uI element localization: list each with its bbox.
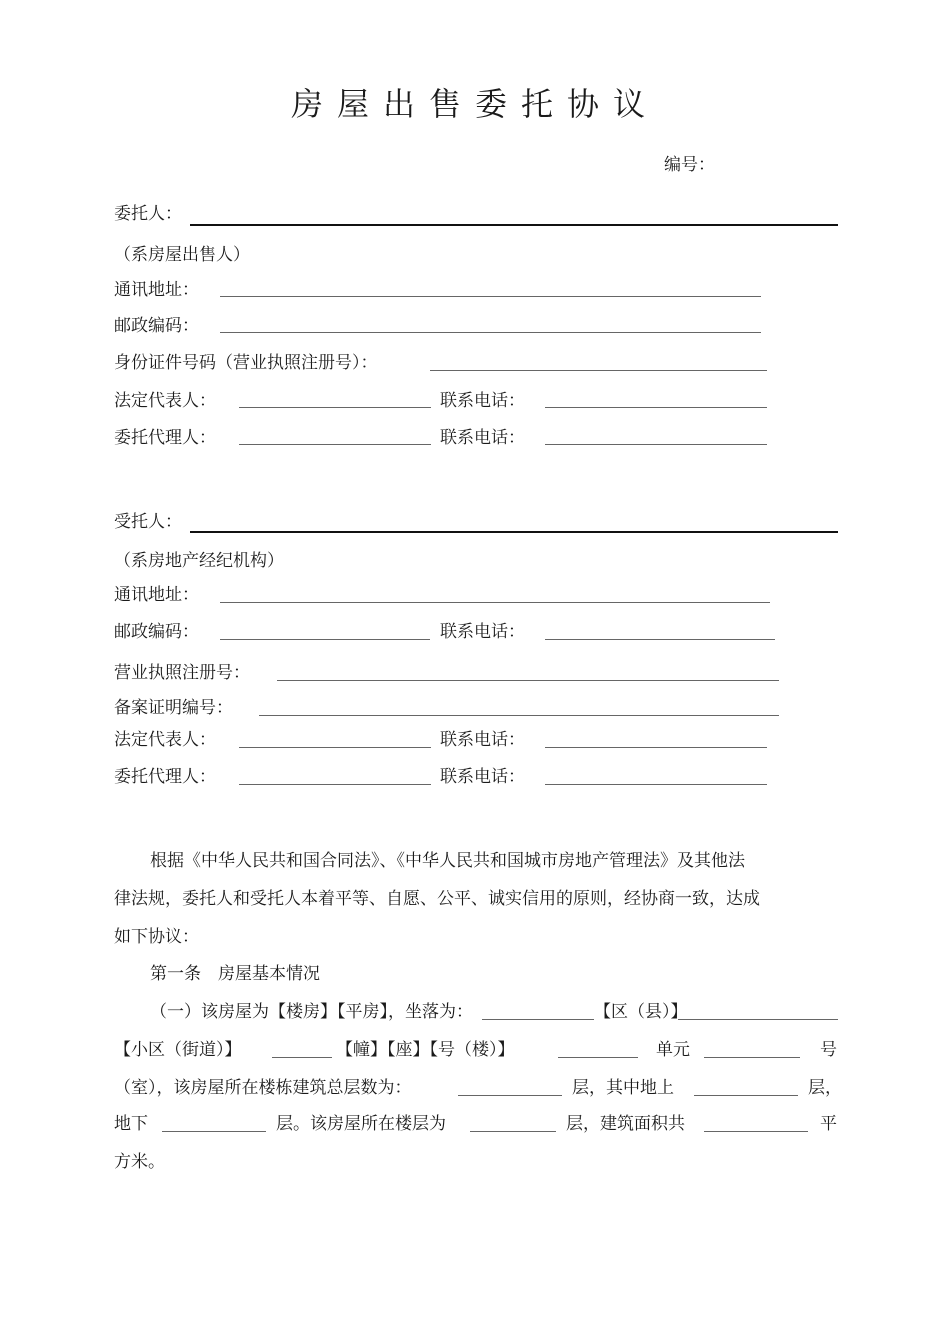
trustee-filing-label: 备案证明编号： — [114, 698, 233, 718]
article1-p5: 方米。 — [114, 1152, 165, 1172]
article1-p1-a: （一）该房屋为【楼房】【平房】，坐落为： — [150, 1002, 473, 1022]
community-field[interactable] — [272, 1057, 332, 1058]
principal-agent-label: 委托代理人： — [114, 428, 216, 448]
principal-phone-field-2[interactable] — [545, 444, 767, 445]
area-field[interactable] — [704, 1131, 808, 1132]
article1-p4-b: 层。该房屋所在楼层为 — [276, 1114, 446, 1134]
article1-p2-a: 【小区（街道）】 — [114, 1040, 242, 1060]
article1-p2-b: 【幢】【座】【号（楼）】 — [336, 1040, 515, 1060]
intro-line-3: 如下协议： — [114, 927, 199, 947]
principal-address-label: 通讯地址： — [114, 280, 199, 300]
location-field[interactable] — [482, 1019, 594, 1020]
article1-p1-b: 【区（县）】 — [594, 1002, 688, 1022]
trustee-legal-rep-field[interactable] — [239, 747, 431, 748]
unit-field[interactable] — [704, 1057, 800, 1058]
trustee-phone-field-0[interactable] — [545, 639, 775, 640]
principal-phone-label-1: 联系电话： — [440, 391, 525, 411]
principal-phone-label-2: 联系电话： — [440, 428, 525, 448]
principal-id-label: 身份证件号码（营业执照注册号）： — [114, 353, 378, 373]
trustee-license-field[interactable] — [277, 680, 779, 681]
trustee-agent-field[interactable] — [239, 784, 431, 785]
principal-agent-field[interactable] — [239, 444, 431, 445]
principal-legal-rep-field[interactable] — [239, 407, 431, 408]
article1-heading: 第一条 房屋基本情况 — [150, 964, 320, 984]
principal-postcode-label: 邮政编码： — [114, 316, 199, 336]
trustee-name-field[interactable] — [190, 531, 838, 533]
article1-p4-a: 地下 — [114, 1114, 148, 1134]
principal-note: （系房屋出售人） — [114, 245, 250, 265]
total-floors-field[interactable] — [458, 1095, 562, 1096]
floor-field[interactable] — [470, 1131, 556, 1132]
trustee-postcode-label: 邮政编码： — [114, 622, 199, 642]
principal-id-field[interactable] — [430, 370, 767, 371]
trustee-postcode-field[interactable] — [220, 639, 430, 640]
underground-field[interactable] — [162, 1131, 266, 1132]
article1-p2-d: 号 — [820, 1040, 837, 1060]
article1-p4-d: 平 — [820, 1114, 837, 1134]
trustee-license-label: 营业执照注册号： — [114, 663, 250, 683]
article1-p3-a: （室），该房屋所在楼栋建筑总层数为： — [114, 1078, 412, 1098]
building-field[interactable] — [558, 1057, 638, 1058]
district-field[interactable] — [678, 1019, 838, 1020]
trustee-phone-label-0: 联系电话： — [440, 622, 525, 642]
article1-p3-b: 层，其中地上 — [572, 1078, 674, 1098]
number-label: 编号： — [664, 155, 715, 175]
document-title: 房屋出售委托协议 — [290, 85, 659, 123]
intro-line-1: 根据《中华人民共和国合同法》、《中华人民共和国城市房地产管理法》及其他法 — [150, 851, 745, 871]
principal-address-field[interactable] — [220, 296, 761, 297]
intro-line-2: 律法规，委托人和受托人本着平等、自愿、公平、诚实信用的原则，经协商一致，达成 — [114, 889, 760, 909]
principal-name-field[interactable] — [190, 224, 838, 226]
trustee-agent-label: 委托代理人： — [114, 767, 216, 787]
above-ground-field[interactable] — [694, 1095, 798, 1096]
article1-p3-c: 层， — [808, 1078, 842, 1098]
trustee-phone-label-1: 联系电话： — [440, 730, 525, 750]
principal-postcode-field[interactable] — [220, 332, 761, 333]
trustee-phone-field-1[interactable] — [545, 747, 767, 748]
trustee-note: （系房地产经纪机构） — [114, 551, 284, 571]
trustee-address-field[interactable] — [220, 602, 770, 603]
trustee-phone-field-2[interactable] — [545, 784, 767, 785]
article1-p4-c: 层，建筑面积共 — [566, 1114, 685, 1134]
principal-legal-rep-label: 法定代表人： — [114, 391, 216, 411]
trustee-phone-label-2: 联系电话： — [440, 767, 525, 787]
trustee-label: 受托人： — [114, 512, 182, 532]
principal-phone-field-1[interactable] — [545, 407, 767, 408]
trustee-legal-rep-label: 法定代表人： — [114, 730, 216, 750]
article1-p2-c: 单元 — [656, 1040, 690, 1060]
trustee-filing-field[interactable] — [259, 715, 779, 716]
principal-label: 委托人： — [114, 204, 182, 224]
trustee-address-label: 通讯地址： — [114, 585, 199, 605]
